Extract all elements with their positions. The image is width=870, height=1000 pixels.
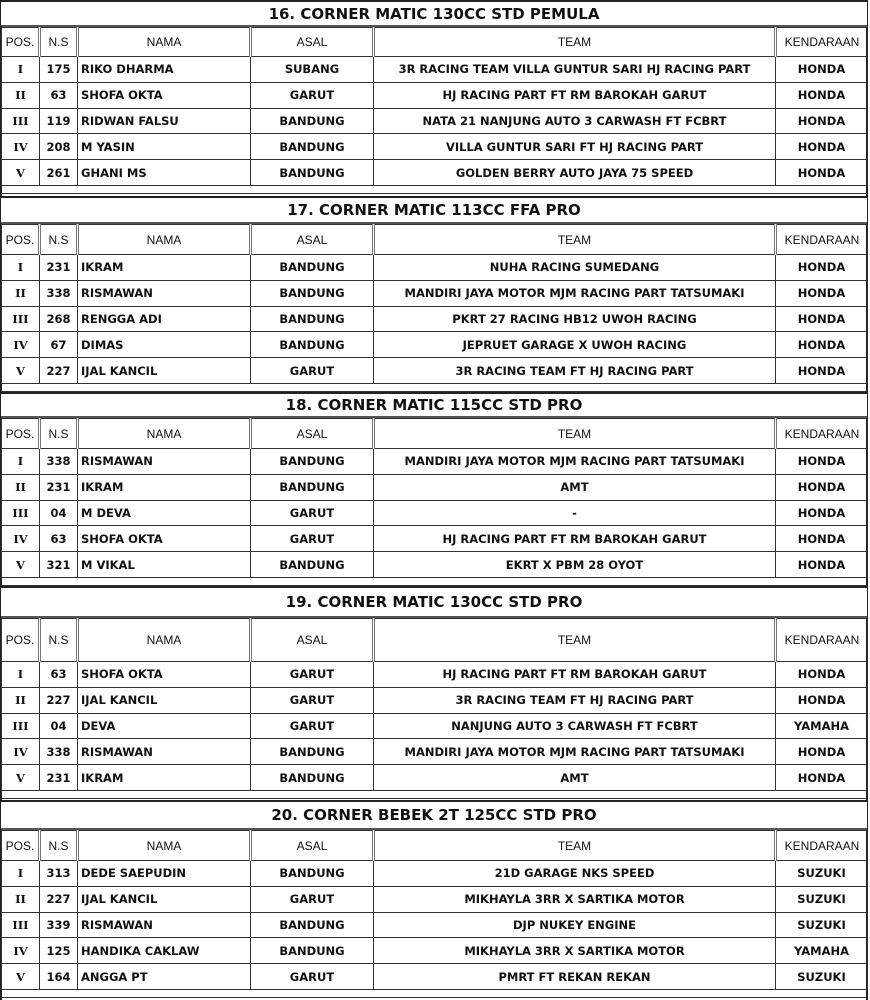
results-table xyxy=(1,27,868,186)
race-class-title: 16. CORNER MATIC 130CC STD PEMULA xyxy=(1,0,867,27)
rider-name-cell: IKRAM xyxy=(78,765,251,791)
col-header-asal: ASAL xyxy=(251,419,374,449)
rider-name-cell: HANDIKA CAKLAW xyxy=(78,938,251,964)
position-cell: II xyxy=(2,82,40,108)
rider-name-cell: GHANI MS xyxy=(78,160,251,186)
position-cell: V xyxy=(2,765,40,791)
origin-cell: BANDUNG xyxy=(251,108,374,134)
vehicle-cell: HONDA xyxy=(776,662,868,688)
rider-name-cell: M DEVA xyxy=(78,500,251,526)
result-row xyxy=(2,82,868,108)
vehicle-cell: SUZUKI xyxy=(776,861,868,887)
result-row xyxy=(2,449,868,475)
start-number-cell: 338 xyxy=(40,280,78,306)
result-row xyxy=(2,332,868,358)
vehicle-cell: YAMAHA xyxy=(776,713,868,739)
col-header-team: TEAM xyxy=(374,28,776,57)
vehicle-cell: HONDA xyxy=(776,687,868,713)
result-row xyxy=(2,964,868,990)
origin-cell: GARUT xyxy=(251,82,374,108)
team-cell: MANDIRI JAYA MOTOR MJM RACING PART TATSUMAKI xyxy=(374,449,776,475)
rider-name-cell: SHOFA OKTA xyxy=(78,662,251,688)
team-cell: NATA 21 NANJUNG AUTO 3 CARWASH FT FCBRT xyxy=(374,108,776,134)
team-cell: 3R RACING TEAM FT HJ RACING PART xyxy=(374,358,776,384)
start-number-cell: 63 xyxy=(40,82,78,108)
race-class-title: 17. CORNER MATIC 113CC FFA PRO xyxy=(1,196,867,224)
position-cell: IV xyxy=(2,739,40,765)
team-cell: MIKHAYLA 3RR X SARTIKA MOTOR xyxy=(374,886,776,912)
start-number-cell: 227 xyxy=(40,687,78,713)
rider-name-cell: RISMAWAN xyxy=(78,739,251,765)
origin-cell: BANDUNG xyxy=(251,306,374,332)
vehicle-cell: HONDA xyxy=(776,108,868,134)
col-header-pos: POS. xyxy=(2,619,40,662)
position-cell: I xyxy=(2,662,40,688)
col-header-team: TEAM xyxy=(374,419,776,449)
start-number-cell: 63 xyxy=(40,662,78,688)
origin-cell: BANDUNG xyxy=(251,739,374,765)
result-row xyxy=(2,687,868,713)
rider-name-cell: IKRAM xyxy=(78,255,251,281)
team-cell: HJ RACING PART FT RM BAROKAH GARUT xyxy=(374,526,776,552)
position-cell: II xyxy=(2,886,40,912)
origin-cell: BANDUNG xyxy=(251,765,374,791)
team-cell: MANDIRI JAYA MOTOR MJM RACING PART TATSUMAKI xyxy=(374,280,776,306)
result-row xyxy=(2,500,868,526)
rider-name-cell: RISMAWAN xyxy=(78,912,251,938)
col-header-asal: ASAL xyxy=(251,619,374,662)
vehicle-cell: HONDA xyxy=(776,306,868,332)
start-number-cell: 321 xyxy=(40,552,78,578)
start-number-cell: 63 xyxy=(40,526,78,552)
origin-cell: GARUT xyxy=(251,358,374,384)
position-cell: I xyxy=(2,57,40,83)
start-number-cell: 119 xyxy=(40,108,78,134)
team-cell: VILLA GUNTUR SARI FT HJ RACING PART xyxy=(374,134,776,160)
rider-name-cell: RIKO DHARMA xyxy=(78,57,251,83)
header-row xyxy=(2,831,868,861)
vehicle-cell: YAMAHA xyxy=(776,938,868,964)
start-number-cell: 338 xyxy=(40,739,78,765)
result-row xyxy=(2,886,868,912)
vehicle-cell: HONDA xyxy=(776,739,868,765)
rider-name-cell: DIMAS xyxy=(78,332,251,358)
origin-cell: GARUT xyxy=(251,662,374,688)
section-divider xyxy=(1,997,867,998)
vehicle-cell: HONDA xyxy=(776,280,868,306)
team-cell: MANDIRI JAYA MOTOR MJM RACING PART TATSUMAKI xyxy=(374,739,776,765)
position-cell: II xyxy=(2,280,40,306)
vehicle-cell: HONDA xyxy=(776,500,868,526)
origin-cell: GARUT xyxy=(251,687,374,713)
results-table xyxy=(1,224,868,384)
position-cell: V xyxy=(2,160,40,186)
race-class-title: 20. CORNER BEBEK 2T 125CC STD PRO xyxy=(1,800,867,830)
vehicle-cell: SUZUKI xyxy=(776,964,868,990)
start-number-cell: 208 xyxy=(40,134,78,160)
position-cell: IV xyxy=(2,332,40,358)
origin-cell: GARUT xyxy=(251,713,374,739)
result-row xyxy=(2,526,868,552)
start-number-cell: 67 xyxy=(40,332,78,358)
col-header-nama: NAMA xyxy=(78,28,251,57)
vehicle-cell: HONDA xyxy=(776,449,868,475)
col-header-kendaraan: KENDARAAN xyxy=(776,419,868,449)
position-cell: I xyxy=(2,449,40,475)
rider-name-cell: SHOFA OKTA xyxy=(78,82,251,108)
team-cell: 21D GARAGE NKS SPEED xyxy=(374,861,776,887)
origin-cell: BANDUNG xyxy=(251,160,374,186)
col-header-kendaraan: KENDARAAN xyxy=(776,831,868,861)
col-header-ns: N.S xyxy=(40,419,78,449)
origin-cell: BANDUNG xyxy=(251,552,374,578)
position-cell: V xyxy=(2,964,40,990)
vehicle-cell: HONDA xyxy=(776,82,868,108)
start-number-cell: 261 xyxy=(40,160,78,186)
vehicle-cell: HONDA xyxy=(776,552,868,578)
rider-name-cell: RENGGA ADI xyxy=(78,306,251,332)
col-header-ns: N.S xyxy=(40,28,78,57)
start-number-cell: 268 xyxy=(40,306,78,332)
results-table xyxy=(1,418,868,578)
result-row xyxy=(2,255,868,281)
start-number-cell: 227 xyxy=(40,886,78,912)
col-header-pos: POS. xyxy=(2,225,40,255)
rider-name-cell: M VIKAL xyxy=(78,552,251,578)
col-header-asal: ASAL xyxy=(251,28,374,57)
col-header-ns: N.S xyxy=(40,619,78,662)
vehicle-cell: HONDA xyxy=(776,57,868,83)
origin-cell: BANDUNG xyxy=(251,449,374,475)
rider-name-cell: RIDWAN FALSU xyxy=(78,108,251,134)
rider-name-cell: SHOFA OKTA xyxy=(78,526,251,552)
header-row xyxy=(2,419,868,449)
col-header-kendaraan: KENDARAAN xyxy=(776,28,868,57)
team-cell: HJ RACING PART FT RM BAROKAH GARUT xyxy=(374,662,776,688)
col-header-ns: N.S xyxy=(40,831,78,861)
rider-name-cell: IJAL KANCIL xyxy=(78,886,251,912)
position-cell: III xyxy=(2,912,40,938)
rider-name-cell: RISMAWAN xyxy=(78,280,251,306)
team-cell: PKRT 27 RACING HB12 UWOH RACING xyxy=(374,306,776,332)
rider-name-cell: DEVA xyxy=(78,713,251,739)
col-header-team: TEAM xyxy=(374,831,776,861)
col-header-team: TEAM xyxy=(374,619,776,662)
vehicle-cell: HONDA xyxy=(776,160,868,186)
vehicle-cell: HONDA xyxy=(776,358,868,384)
position-cell: II xyxy=(2,687,40,713)
team-cell: DJP NUKEY ENGINE xyxy=(374,912,776,938)
start-number-cell: 339 xyxy=(40,912,78,938)
origin-cell: BANDUNG xyxy=(251,938,374,964)
vehicle-cell: HONDA xyxy=(776,255,868,281)
position-cell: III xyxy=(2,108,40,134)
results-table xyxy=(1,618,868,791)
position-cell: III xyxy=(2,500,40,526)
result-row xyxy=(2,160,868,186)
start-number-cell: 125 xyxy=(40,938,78,964)
col-header-kendaraan: KENDARAAN xyxy=(776,619,868,662)
position-cell: IV xyxy=(2,938,40,964)
rider-name-cell: IJAL KANCIL xyxy=(78,358,251,384)
rider-name-cell: M YASIN xyxy=(78,134,251,160)
origin-cell: BANDUNG xyxy=(251,134,374,160)
result-row xyxy=(2,134,868,160)
team-cell: 3R RACING TEAM FT HJ RACING PART xyxy=(374,687,776,713)
vehicle-cell: HONDA xyxy=(776,526,868,552)
origin-cell: BANDUNG xyxy=(251,280,374,306)
vehicle-cell: HONDA xyxy=(776,765,868,791)
start-number-cell: 227 xyxy=(40,358,78,384)
col-header-asal: ASAL xyxy=(251,225,374,255)
rider-name-cell: IKRAM xyxy=(78,474,251,500)
origin-cell: GARUT xyxy=(251,964,374,990)
header-row xyxy=(2,225,868,255)
result-row xyxy=(2,306,868,332)
header-row xyxy=(2,28,868,57)
team-cell: 3R RACING TEAM VILLA GUNTUR SARI HJ RACING PART xyxy=(374,57,776,83)
team-cell: JEPRUET GARAGE X UWOH RACING xyxy=(374,332,776,358)
col-header-nama: NAMA xyxy=(78,419,251,449)
col-header-nama: NAMA xyxy=(78,831,251,861)
team-cell: MIKHAYLA 3RR X SARTIKA MOTOR xyxy=(374,938,776,964)
rider-name-cell: ANGGA PT xyxy=(78,964,251,990)
position-cell: I xyxy=(2,255,40,281)
rider-name-cell: RISMAWAN xyxy=(78,449,251,475)
start-number-cell: 313 xyxy=(40,861,78,887)
team-cell: HJ RACING PART FT RM BAROKAH GARUT xyxy=(374,82,776,108)
result-row xyxy=(2,57,868,83)
position-cell: V xyxy=(2,358,40,384)
position-cell: IV xyxy=(2,526,40,552)
vehicle-cell: HONDA xyxy=(776,474,868,500)
vehicle-cell: HONDA xyxy=(776,332,868,358)
team-cell: NUHA RACING SUMEDANG xyxy=(374,255,776,281)
section-divider xyxy=(1,193,867,194)
result-row xyxy=(2,108,868,134)
header-row xyxy=(2,619,868,662)
team-cell: - xyxy=(374,500,776,526)
start-number-cell: 164 xyxy=(40,964,78,990)
result-row xyxy=(2,358,868,384)
result-row xyxy=(2,474,868,500)
team-cell: NANJUNG AUTO 3 CARWASH FT FCBRT xyxy=(374,713,776,739)
result-row xyxy=(2,739,868,765)
vehicle-cell: SUZUKI xyxy=(776,912,868,938)
start-number-cell: 231 xyxy=(40,474,78,500)
position-cell: II xyxy=(2,474,40,500)
team-cell: PMRT FT REKAN REKAN xyxy=(374,964,776,990)
origin-cell: BANDUNG xyxy=(251,332,374,358)
rider-name-cell: DEDE SAEPUDIN xyxy=(78,861,251,887)
position-cell: I xyxy=(2,861,40,887)
origin-cell: BANDUNG xyxy=(251,861,374,887)
col-header-nama: NAMA xyxy=(78,619,251,662)
start-number-cell: 338 xyxy=(40,449,78,475)
start-number-cell: 04 xyxy=(40,500,78,526)
result-row xyxy=(2,861,868,887)
section-divider xyxy=(1,798,867,799)
team-cell: EKRT X PBM 28 OYOT xyxy=(374,552,776,578)
start-number-cell: 175 xyxy=(40,57,78,83)
result-row xyxy=(2,713,868,739)
race-class-title: 18. CORNER MATIC 115CC STD PRO xyxy=(1,392,867,418)
results-table xyxy=(1,830,868,990)
team-cell: AMT xyxy=(374,765,776,791)
result-row xyxy=(2,938,868,964)
col-header-team: TEAM xyxy=(374,225,776,255)
col-header-pos: POS. xyxy=(2,28,40,57)
col-header-kendaraan: KENDARAAN xyxy=(776,225,868,255)
origin-cell: GARUT xyxy=(251,886,374,912)
col-header-nama: NAMA xyxy=(78,225,251,255)
race-class-title: 19. CORNER MATIC 130CC STD PRO xyxy=(1,586,867,618)
vehicle-cell: SUZUKI xyxy=(776,886,868,912)
team-cell: GOLDEN BERRY AUTO JAYA 75 SPEED xyxy=(374,160,776,186)
origin-cell: BANDUNG xyxy=(251,474,374,500)
result-row xyxy=(2,912,868,938)
result-row xyxy=(2,552,868,578)
origin-cell: GARUT xyxy=(251,500,374,526)
result-row xyxy=(2,765,868,791)
col-header-asal: ASAL xyxy=(251,831,374,861)
position-cell: III xyxy=(2,713,40,739)
position-cell: IV xyxy=(2,134,40,160)
start-number-cell: 231 xyxy=(40,765,78,791)
origin-cell: BANDUNG xyxy=(251,912,374,938)
origin-cell: GARUT xyxy=(251,526,374,552)
rider-name-cell: IJAL KANCIL xyxy=(78,687,251,713)
origin-cell: SUBANG xyxy=(251,57,374,83)
col-header-pos: POS. xyxy=(2,831,40,861)
position-cell: V xyxy=(2,552,40,578)
result-row xyxy=(2,662,868,688)
result-row xyxy=(2,280,868,306)
position-cell: III xyxy=(2,306,40,332)
team-cell: AMT xyxy=(374,474,776,500)
origin-cell: BANDUNG xyxy=(251,255,374,281)
vehicle-cell: HONDA xyxy=(776,134,868,160)
col-header-pos: POS. xyxy=(2,419,40,449)
start-number-cell: 04 xyxy=(40,713,78,739)
start-number-cell: 231 xyxy=(40,255,78,281)
col-header-ns: N.S xyxy=(40,225,78,255)
